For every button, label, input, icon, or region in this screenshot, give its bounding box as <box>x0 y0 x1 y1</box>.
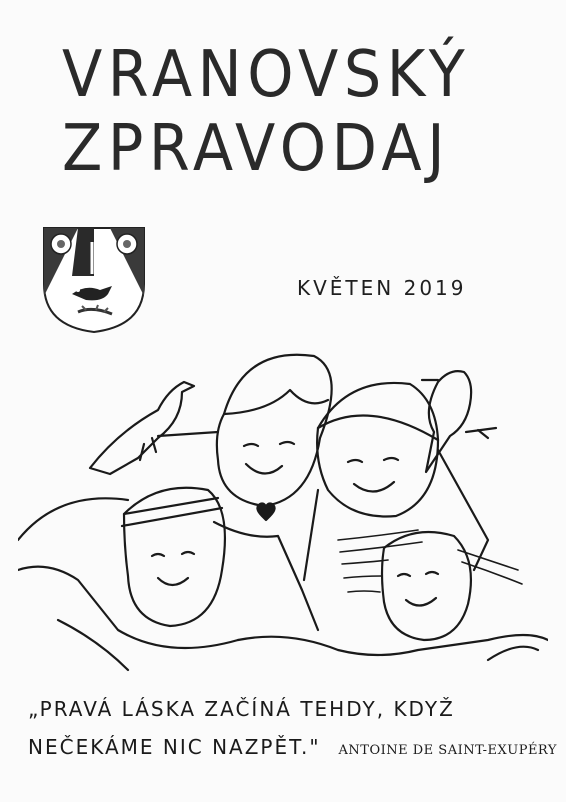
quote-line-1: „PRAVÁ LÁSKA ZAČÍNÁ TEHDY, KDYŽ <box>28 697 455 721</box>
quote-line-2-text: NEČEKÁME NIC NAZPĚT." <box>28 735 321 759</box>
left-bird-icon <box>90 382 194 474</box>
child-head-right <box>382 532 471 640</box>
family-with-birds-drawing <box>18 340 548 685</box>
masthead-title-line2: ZPRAVODAJ <box>62 112 451 186</box>
quote-line-2 <box>28 728 557 770</box>
quote-block <box>28 690 557 770</box>
right-bird-icon <box>426 371 471 472</box>
municipal-coat-of-arms-icon <box>42 226 146 334</box>
masthead-title-line1: VRANOVSKÝ <box>62 38 471 112</box>
adult-head-center <box>217 355 332 506</box>
quote-author: ANTOINE DE SAINT-EXUPÉRY <box>338 743 557 758</box>
issue-date: KVĚTEN 2019 <box>297 276 467 300</box>
adult-head-right <box>317 383 438 517</box>
child-head-left <box>124 488 225 626</box>
